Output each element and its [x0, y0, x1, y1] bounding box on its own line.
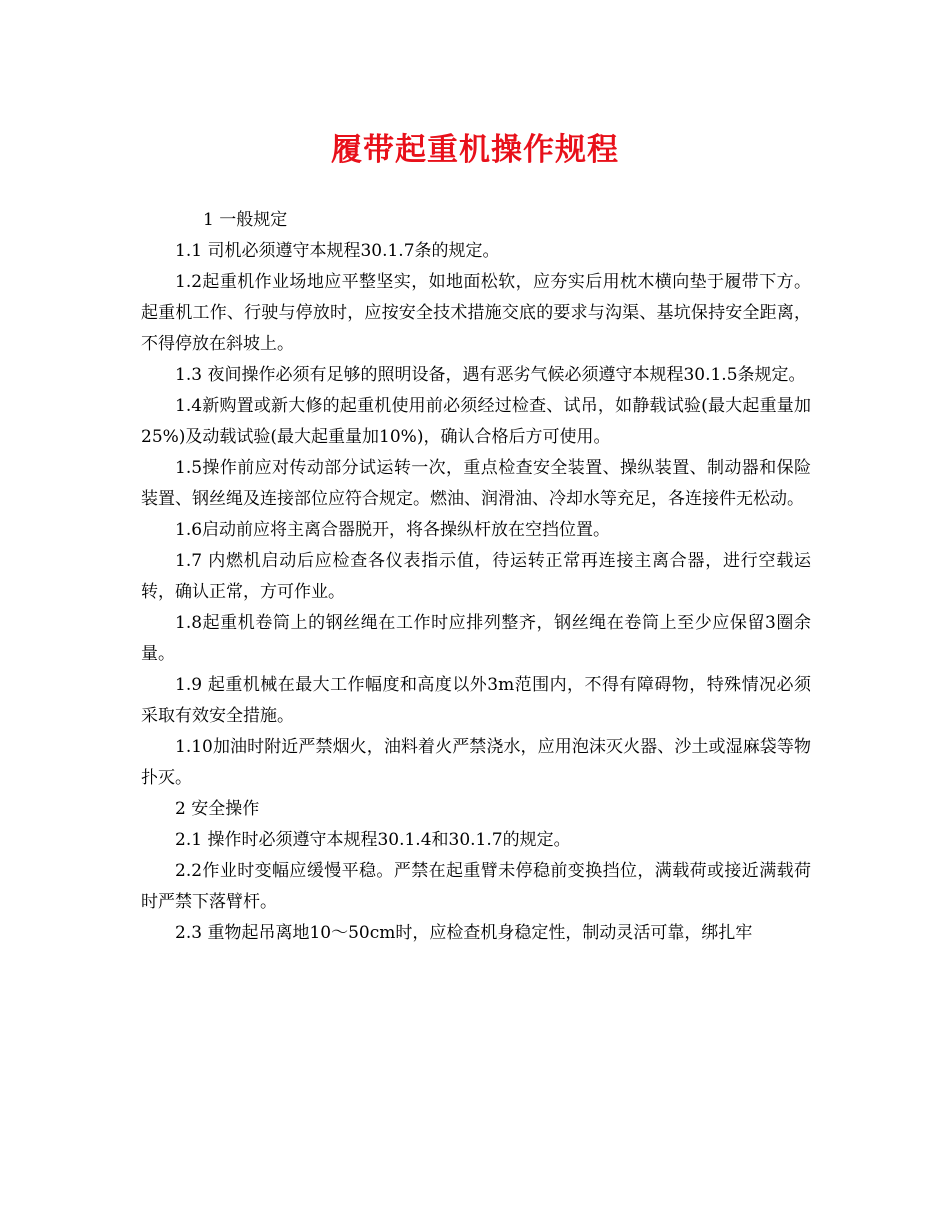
- paragraph: 1.6启动前应将主离合器脱开，将各操纵杆放在空挡位置。: [175, 520, 611, 540]
- section-heading: 1 一般规定: [203, 210, 288, 230]
- section-heading: 2 安全操作: [175, 799, 260, 819]
- paragraph: 1.8起重机卷筒上的钢丝绳在工作时应排列整齐，钢丝绳在卷筒上至少应保留3圈余量。: [141, 613, 811, 664]
- paragraph: 1.4新购置或新大修的起重机使用前必须经过检查、试吊，如静载试验(最大起重量加25%)及动载试验(最大起重量加10%)，确认合格后方可使用。: [141, 396, 811, 447]
- paragraph: 2.3 重物起吊离地10～50cm时，应检查机身稳定性，制动灵活可靠，绑扎牢: [175, 923, 753, 943]
- paragraph: 1.5操作前应对传动部分试运转一次，重点检查安全装置、操纵装置、制动器和保险装置、钢丝绳及连接部位应符合规定。燃油、润滑油、冷却水等充足，各连接件无松动。: [141, 458, 811, 509]
- document-body: [141, 205, 811, 949]
- paragraph: 1.7 内燃机启动后应检查各仪表指示值，待运转正常再连接主离合器，进行空载运转，确认正常，方可作业。: [141, 551, 811, 602]
- paragraph: 2.2作业时变幅应缓慢平稳。严禁在起重臂未停稳前变换挡位，满载荷或接近满载荷时严禁下落臂杆。: [141, 861, 811, 912]
- paragraph: 1.10加油时附近严禁烟火，油料着火严禁浇水，应用泡沫灭火器、沙土或湿麻袋等物扑灭。: [141, 737, 811, 788]
- paragraph: 1.3 夜间操作必须有足够的照明设备，遇有恶劣气候必须遵守本规程30.1.5条规定。: [175, 365, 806, 385]
- page-title: 履带起重机操作规程: [331, 132, 619, 168]
- paragraph: 1.2起重机作业场地应平整坚实，如地面松软，应夯实后用枕木横向垫于履带下方。起重机工作、行驶与停放时，应按安全技术措施交底的要求与沟渠、基坑保持安全距离，不得停放在斜坡上。: [141, 272, 811, 354]
- paragraph: 2.1 操作时必须遵守本规程30.1.4和30.1.7的规定。: [175, 830, 571, 850]
- paragraph: 1.9 起重机械在最大工作幅度和高度以外3m范围内，不得有障碍物，特殊情况必须采取有效安全措施。: [141, 675, 811, 726]
- paragraph: 1.1 司机必须遵守本规程30.1.7条的规定。: [175, 241, 500, 261]
